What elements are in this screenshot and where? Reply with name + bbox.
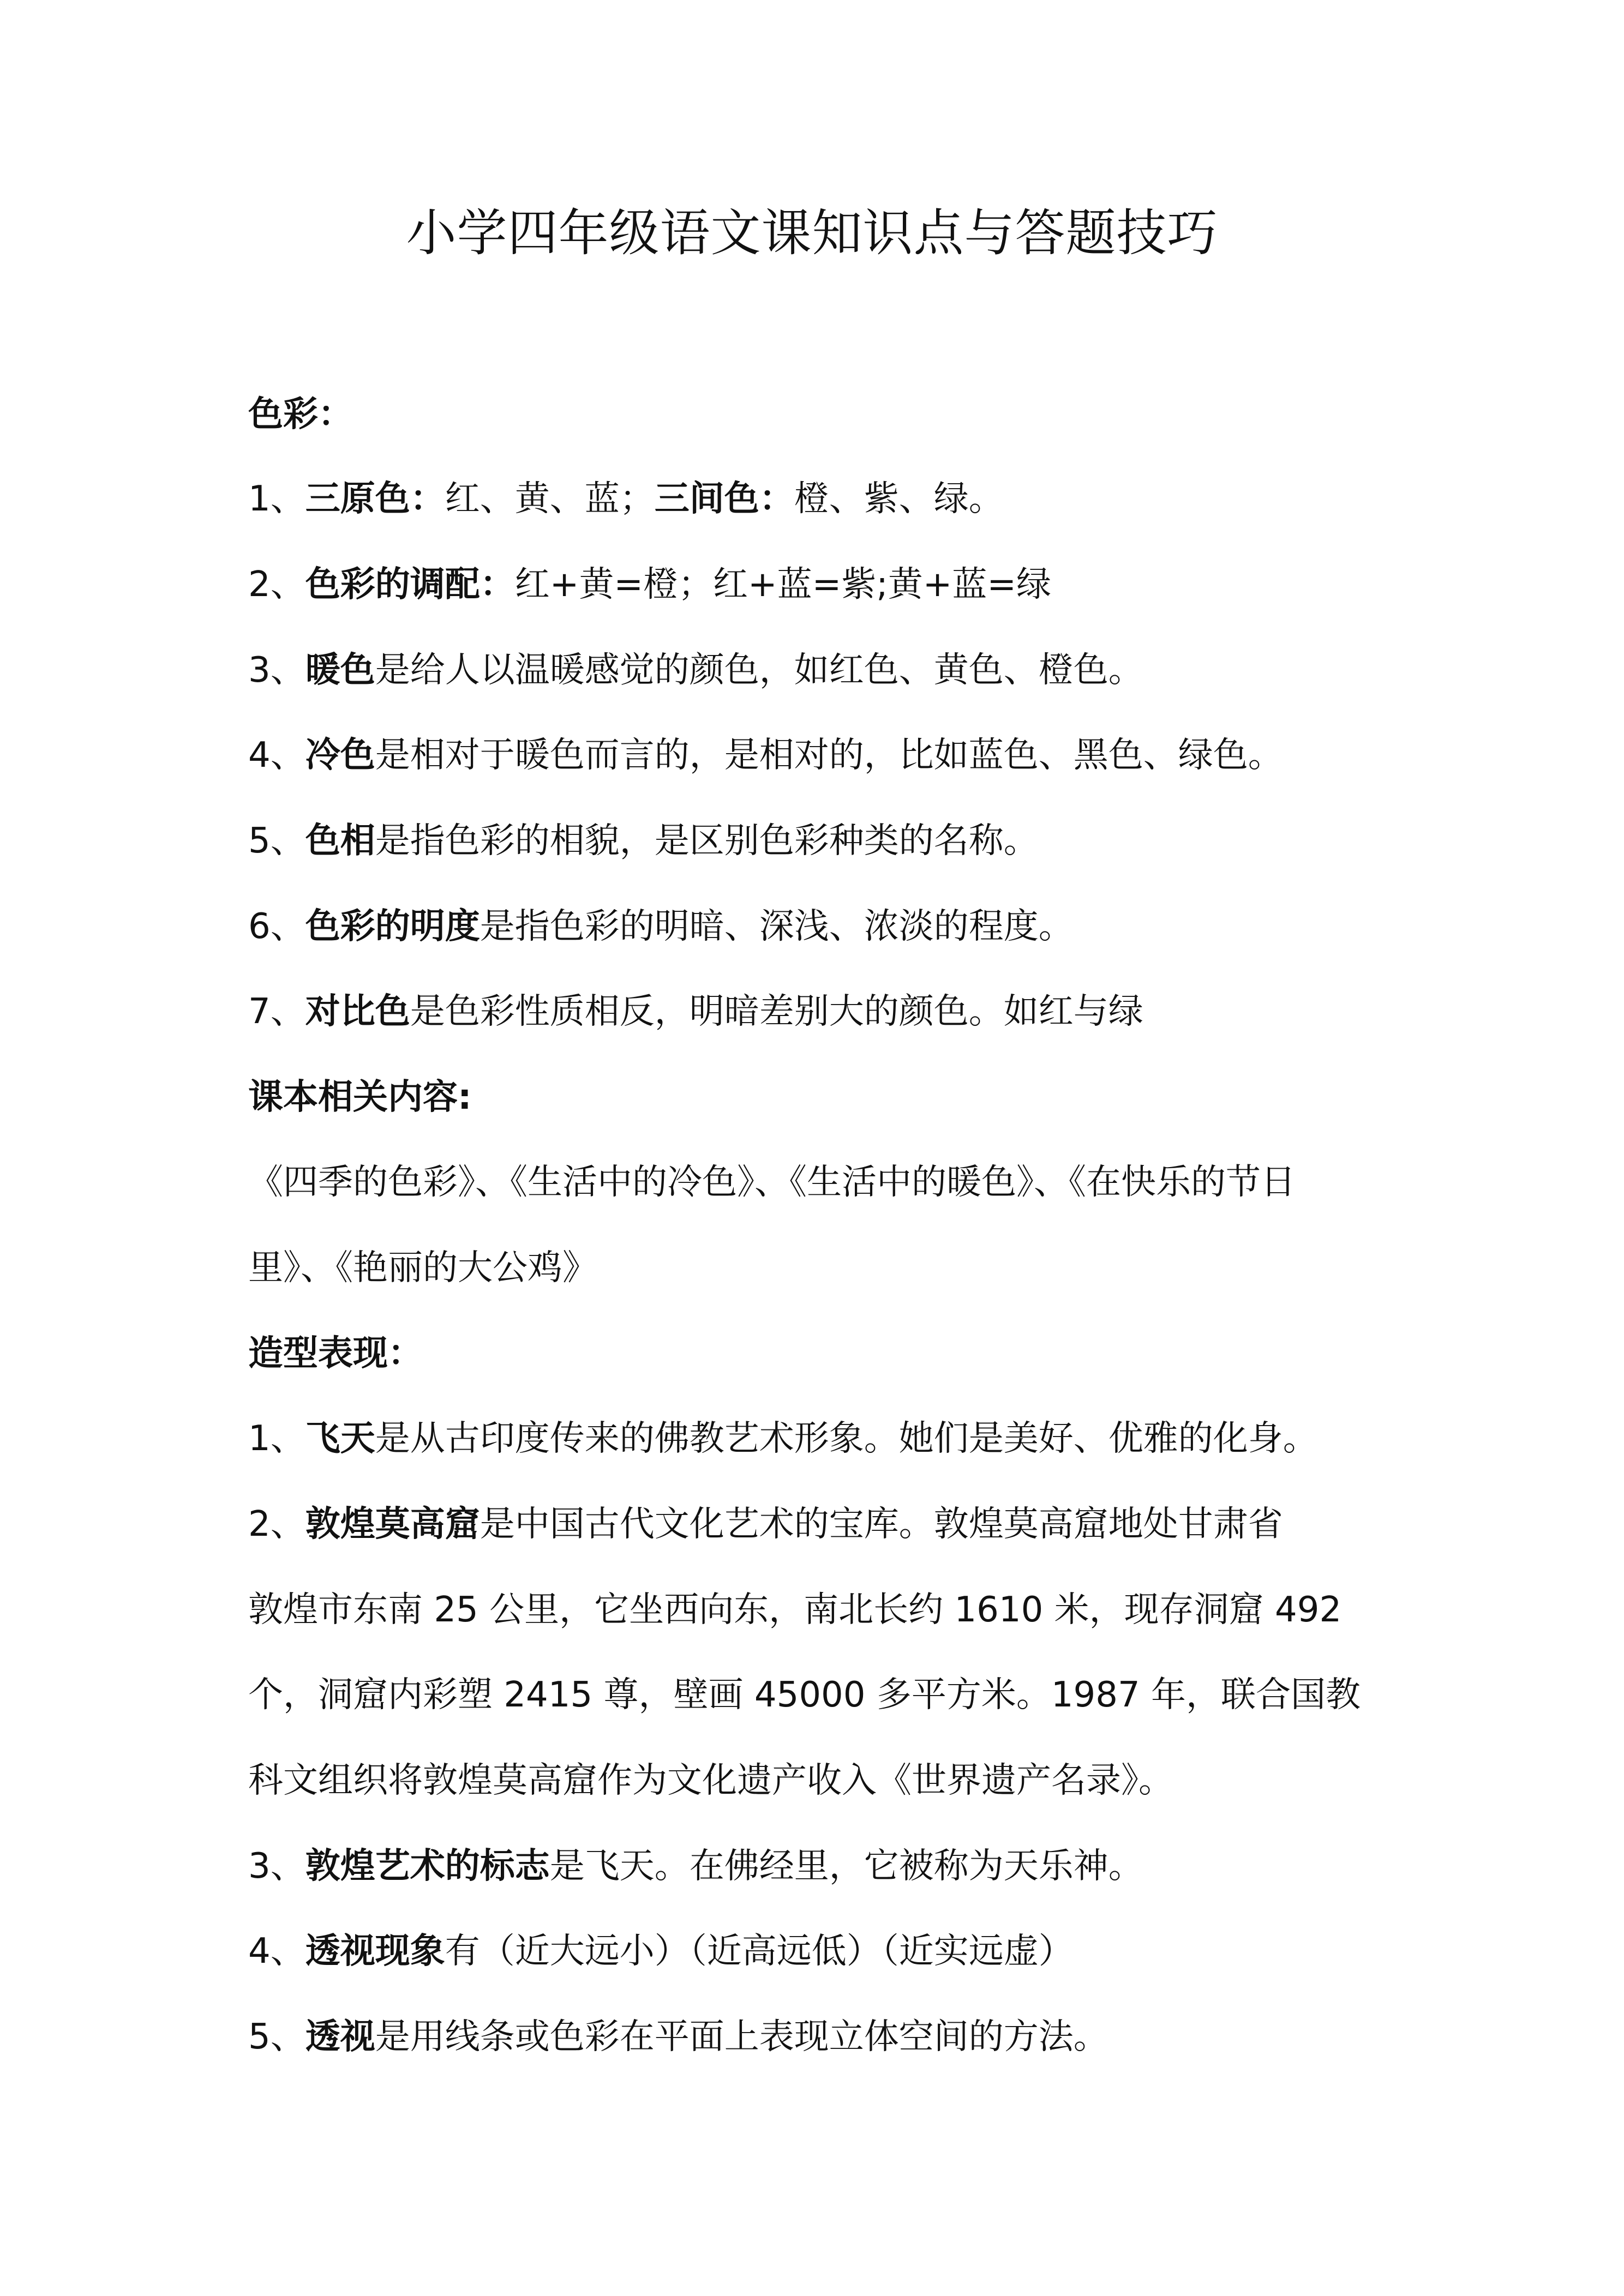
list-item [248, 560, 1394, 609]
item-text: 是飞天。在佛经里，它被称为天乐神。 [549, 1846, 1143, 1886]
item-number: 1、 [248, 1419, 305, 1459]
item-number: 1、 [248, 479, 305, 519]
list-item [248, 474, 1394, 524]
item-text: 是从古印度传来的佛教艺术形象。她们是美好、优雅的化身。 [375, 1419, 1318, 1459]
bold-term: 三间色： [654, 479, 794, 519]
item-number: 2、 [248, 564, 305, 605]
list-item [248, 816, 1394, 865]
bold-term: 透视 [305, 2017, 375, 2057]
item-number: 5、 [248, 2017, 305, 2057]
list-item [248, 2012, 1394, 2061]
item-number: 7、 [248, 991, 305, 1032]
section-heading-textbook: 课本相关内容: [248, 1077, 472, 1117]
item-text: 是中国古代文化艺术的宝库。敦煌莫高窟地处甘肃省 [480, 1504, 1283, 1544]
paragraph-continuation: 科文组织将敦煌莫高窟作为文化遗产收入《世界遗产名录》。 [248, 1760, 1173, 1801]
list-item [248, 1927, 1394, 1976]
bold-term: 敦煌莫高窟 [305, 1504, 480, 1544]
item-text: 是相对于暖色而言的，是相对的，比如蓝色、黑色、绿色。 [375, 735, 1283, 776]
bold-term: 色彩的明度 [305, 906, 480, 947]
list-item [248, 646, 1394, 695]
paragraph-continuation: 个，洞窟内彩塑 2415 尊，壁画 45000 多平方米。1987 年，联合国教 [248, 1675, 1361, 1715]
bold-term: 透视现象 [305, 1931, 445, 1972]
list-item [248, 902, 1394, 951]
item-text: 是指色彩的相貌，是区别色彩种类的名称。 [375, 821, 1039, 861]
section-heading-shape: 造型表现： [248, 1333, 423, 1374]
bold-term: 敦煌艺术的标志 [305, 1846, 550, 1886]
bold-term: 暖色 [305, 650, 375, 690]
item-text: 红+黄=橙；红+蓝=紫;黄+蓝=绿 [514, 564, 1052, 605]
item-text: 是色彩性质相反，明暗差别大的颜色。如红与绿 [410, 991, 1143, 1032]
bold-term: 色相 [305, 821, 375, 861]
bold-term: 色彩的调配： [305, 564, 515, 605]
bold-term: 对比色 [305, 991, 410, 1032]
list-item [248, 731, 1394, 780]
item-text: 有（近大远小）（近高远低）（近实远虚） [445, 1931, 1074, 1972]
list-item [248, 1842, 1394, 1891]
item-text: 红、黄、蓝； [445, 479, 655, 519]
item-number: 4、 [248, 1931, 305, 1972]
item-number: 4、 [248, 735, 305, 776]
section-heading-color: 色彩： [248, 394, 353, 435]
item-number: 2、 [248, 1504, 305, 1544]
item-number: 5、 [248, 821, 305, 861]
item-text: 橙、紫、绿。 [794, 479, 1004, 519]
bold-term: 飞天 [305, 1419, 375, 1459]
paragraph-continuation: 敦煌市东南 25 公里，它坐西向东，南北长约 1610 米，现存洞窟 492 [248, 1590, 1342, 1630]
list-item [248, 987, 1394, 1036]
item-number: 3、 [248, 1846, 305, 1886]
list-item [248, 1414, 1394, 1463]
item-text: 是指色彩的明暗、深浅、浓淡的程度。 [480, 906, 1074, 947]
textbook-content-line: 《四季的色彩》、《生活中的冷色》、《生活中的暖色》、《在快乐的节日 [248, 1162, 1296, 1203]
item-number: 3、 [248, 650, 305, 690]
item-text: 是给人以温暖感觉的颜色，如红色、黄色、橙色。 [375, 650, 1143, 690]
bold-term: 三原色： [305, 479, 445, 519]
bold-term: 冷色 [305, 735, 375, 776]
textbook-content-line: 里》、《艳丽的大公鸡》 [248, 1248, 597, 1288]
list-item [248, 1500, 1394, 1549]
item-number: 6、 [248, 906, 305, 947]
item-text: 是用线条或色彩在平面上表现立体空间的方法。 [375, 2017, 1108, 2057]
page-title: 小学四年级语文课知识点与答题技巧 [406, 204, 1218, 262]
